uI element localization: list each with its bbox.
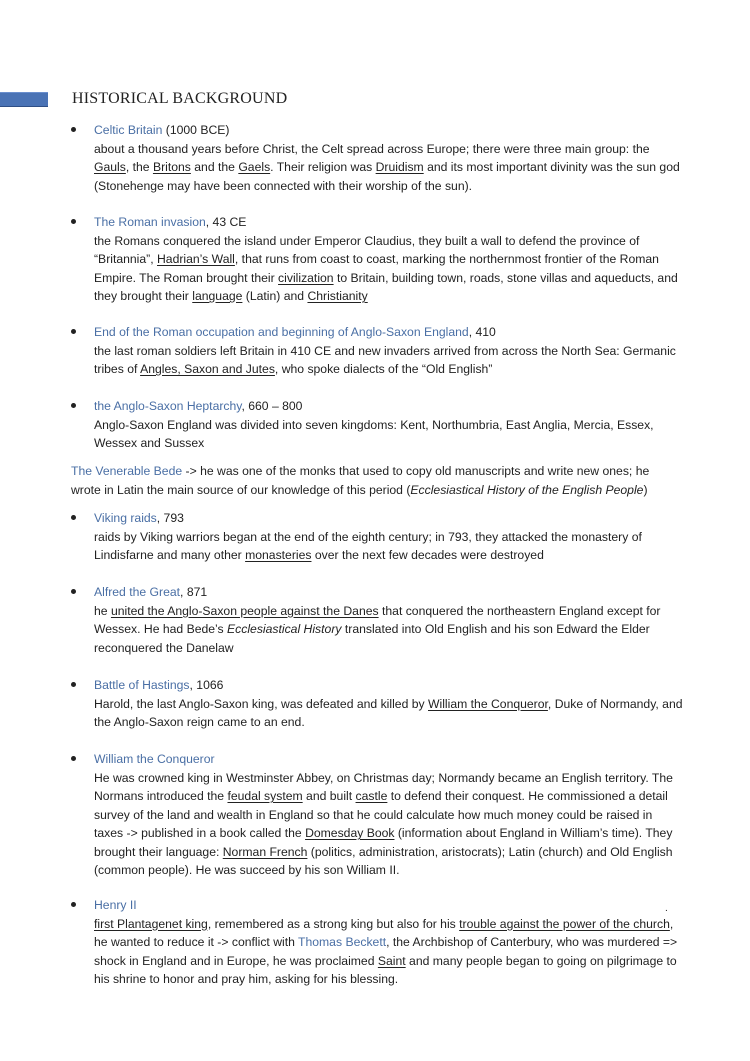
section-alfred-the-great	[94, 583, 684, 657]
body-text: and built	[302, 789, 356, 803]
body-text: (information about England in William’s time). They brought their language:	[94, 826, 673, 859]
section-title-line	[94, 583, 684, 602]
section-title: Henry II	[94, 898, 137, 912]
section-title: Celtic Britain	[94, 123, 163, 137]
term-language: language	[192, 289, 243, 303]
bullet-icon	[71, 589, 76, 594]
section-celtic-britain	[94, 121, 684, 195]
section-title: The Roman invasion	[94, 215, 206, 229]
section-date: , 43 CE	[205, 215, 247, 229]
bullet-icon	[71, 127, 76, 132]
section-title-line	[94, 121, 684, 140]
section-title-line	[94, 323, 684, 342]
term-trouble-church: trouble against the power of the church	[459, 916, 670, 931]
body-text: and the	[190, 160, 239, 174]
section-marker-bar	[0, 92, 48, 107]
section-viking-raids	[94, 509, 684, 565]
section-body: Anglo-Saxon England was divided into seven kingdoms: Kent, Northumbria, East Anglia, Mercia, Essex, Wessex and Sussex	[94, 417, 654, 450]
section-title: The Venerable Bede	[71, 464, 183, 478]
body-text: . Their religion was	[270, 160, 376, 174]
section-title-line	[94, 397, 684, 416]
body-text: that conquered the northeastern England except for Wessex. He had Bede’s	[94, 603, 661, 636]
body-text: -> he was one of the monks that used to copy old manuscripts and write new ones; he wrote in Latin the main source of our knowledge of this period (	[71, 464, 650, 497]
section-body	[94, 528, 684, 565]
term-feudal-system: feudal system	[227, 789, 303, 803]
bullet-icon	[71, 219, 76, 224]
body-text: to defend their conquest. He commissioned a detail survey of the land and wealth in England so that he could calculate how much money could be raised in taxes -> published in a book called the	[94, 789, 668, 840]
section-title-line	[94, 896, 684, 915]
bullet-icon	[71, 902, 76, 907]
term-hadrians-wall: Hadrian’s Wall	[157, 252, 235, 266]
body-text: , he wanted to reduce it -> conflict with	[94, 916, 674, 949]
section-title-line	[94, 509, 684, 528]
body-text: , remembered as a strong king but also for his	[207, 916, 460, 931]
section-body	[94, 140, 684, 196]
body-text: )	[643, 482, 648, 497]
book-title: Ecclesiastical History of the English People	[410, 482, 644, 497]
section-body	[94, 695, 684, 732]
section-title: End of the Roman occupation and beginning of Anglo-Saxon England	[94, 325, 469, 339]
body-text: to Britain, building town, roads, stone villas and aqueducts, and they brought their	[94, 270, 678, 303]
term-civilization: civilization	[278, 270, 334, 285]
body-text: about a thousand years before Christ, the Celt spread across Europe; there were three main group: the	[94, 141, 650, 156]
book-title: Ecclesiastical History	[227, 622, 342, 636]
section-end-roman-occupation	[94, 323, 684, 379]
section-william-the-conqueror	[94, 750, 684, 880]
term-gauls: Gauls	[94, 160, 126, 174]
body-text: and many people began to going on pilgrimage to his shrine to honor and pray him, asking for his blessing.	[94, 953, 677, 986]
body-text: he	[94, 603, 111, 618]
section-body	[94, 769, 684, 880]
body-text: the Romans conquered the island under Emperor Claudius, they built a wall to defend the province of “Britannia”,	[94, 233, 640, 266]
bullet-icon	[71, 403, 76, 408]
term-castle: castle	[355, 789, 388, 803]
term-monasteries: monasteries	[245, 548, 312, 562]
section-title: William the Conqueror	[94, 752, 215, 766]
section-heptarchy	[94, 397, 684, 453]
bullet-icon	[71, 756, 76, 761]
name-thomas-beckett: Thomas Beckett	[298, 935, 387, 949]
section-title-line	[94, 676, 684, 695]
section-roman-invasion	[94, 213, 684, 306]
body-text: , the Archbishop of Canterbury, who was murdered => shock in England and in Europe, he was proclaimed	[94, 935, 678, 968]
section-title: Battle of Hastings	[94, 678, 190, 692]
page-heading: HISTORICAL BACKGROUND	[72, 90, 288, 107]
term-tribes: Angles, Saxon and Jutes	[140, 362, 275, 376]
section-body	[94, 602, 684, 658]
term-britons: Britons	[152, 160, 191, 174]
bullet-icon	[71, 682, 76, 687]
section-title-line	[94, 750, 684, 769]
section-title-line	[94, 213, 684, 232]
section-date: , 1066	[189, 678, 224, 692]
term-united: united the Anglo-Saxon people against the Danes	[110, 603, 379, 618]
term-saint: Saint	[377, 953, 406, 968]
body-text: (politics, administration, aristocrats); Latin (church) and Old English (common people). He was succeed by his son William II.	[94, 844, 673, 877]
term-domesday-book: Domesday Book	[305, 826, 395, 840]
section-date: , 660 – 800	[241, 399, 303, 413]
section-body	[94, 915, 684, 989]
body-text: over the next few decades were destroyed	[311, 548, 544, 562]
term-william-the-conqueror: William the Conqueror	[428, 696, 548, 711]
section-battle-of-hastings	[94, 676, 684, 732]
section-henry-ii	[94, 896, 684, 989]
section-date: , 793	[156, 511, 184, 525]
paragraph-venerable-bede	[71, 462, 681, 499]
body-text: , the	[125, 160, 153, 174]
body-text: , who spoke dialects of the “Old English”	[274, 362, 493, 376]
body-text: (Latin) and	[242, 289, 308, 303]
term-druidism: Druidism	[375, 160, 424, 174]
section-body	[94, 232, 684, 306]
body-text: and its most important divinity was the sun god (Stonehenge may have been connected with their worship of the sun).	[94, 160, 680, 193]
body-text: raids by Viking warriors began at the end of the eighth century; in 793, they attacked the monastery of Lindisfarne and many other	[94, 529, 642, 562]
section-title: Alfred the Great	[94, 585, 181, 599]
section-body	[94, 342, 684, 379]
term-norman-french: Norman French	[222, 844, 308, 859]
bullet-icon	[71, 515, 76, 520]
stray-mark: .	[665, 903, 668, 914]
term-christianity: Christianity	[307, 289, 368, 303]
section-title: Viking raids	[94, 511, 157, 525]
section-title: the Anglo-Saxon Heptarchy	[94, 399, 242, 413]
term-gaels: Gaels	[238, 160, 271, 174]
body-text: He was crowned king in Westminster Abbey, on Christmas day; Normandy became an English territory. The Normans introduced the	[94, 770, 673, 803]
body-text: translated into Old English and his son Edward the Elder reconquered the Danelaw	[94, 622, 650, 655]
body-text: the last roman soldiers left Britain in 410 CE and new invaders arrived from across the North Sea: Germanic tribes of	[94, 343, 676, 376]
section-date: , 410	[468, 325, 496, 339]
section-date: (1000 BCE)	[162, 123, 230, 137]
section-date: , 871	[180, 585, 208, 599]
body-text: Harold, the last Anglo-Saxon king, was defeated and killed by	[94, 696, 429, 711]
body-text: , Duke of Normandy, and the Anglo-Saxon reign came to an end.	[94, 696, 683, 729]
body-text: , that runs from coast to coast, marking the northernmost frontier of the Roman Empire. The Roman brought their	[94, 252, 659, 285]
term-plantagenet: first Plantagenet king	[94, 916, 208, 931]
bullet-icon	[71, 329, 76, 334]
